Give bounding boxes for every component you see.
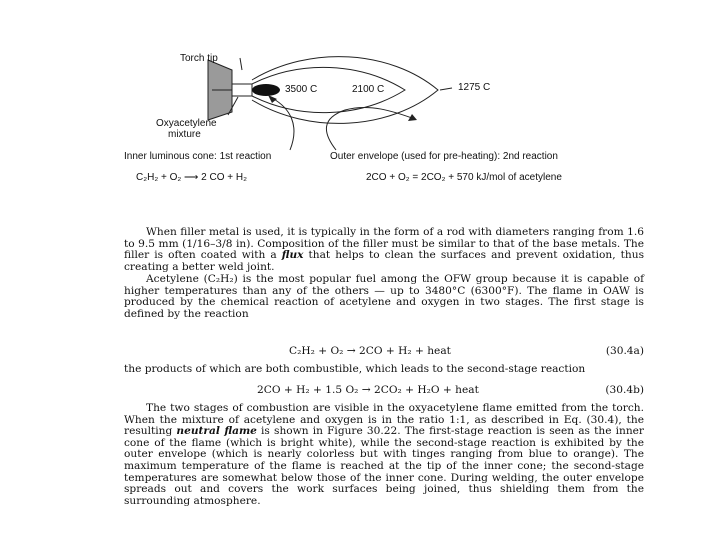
outer-envelope-arrow	[326, 107, 412, 150]
outer-envelope-label: Outer envelope (used for pre-heating): 2nd reaction	[330, 151, 558, 162]
p4-text-b: is shown in Figure 30.22. The first-stage reaction is seen as the inner cone of the flame (which is bright white), while the second-stage reaction is exhibited by the outer envelope (which is nearly colorless but with tinges ranging from blue to orange). The maximum temperature of the flame is reached at the tip of the inner cone; the second-stage temperatures are somewhat below those of the inner cone. During welding, the outer envelope spreads out and covers the work surfaces being joined, thus shielding them from the surrounding atmosphere.	[124, 425, 644, 507]
paragraph-filler	[124, 227, 644, 273]
flame-diagram	[0, 0, 720, 215]
paragraph-combustion	[124, 403, 644, 507]
mixture-label-line1: Oxyacetylene	[156, 118, 217, 129]
torch-nozzle	[232, 84, 252, 96]
p1-text-a: When filler metal is used, it is typically in the form of a rod with diameters ranging from 1.6 to 9.5 mm (1/16–3/8 in). Composition of the filler must be similar to that of the base metals. The filler is often coated with a	[124, 226, 644, 262]
equation-30-4b-expression: 2CO + H₂ + 1.5 O₂ → 2CO₂ + H₂O + heat	[257, 384, 479, 396]
temp-outer-label: 1275 C	[458, 82, 491, 93]
equation-30-4b	[124, 384, 644, 398]
flame-figure	[0, 0, 720, 215]
p1-text-b: that helps to clean the surfaces and prevent oxidation, thus creating a better weld joint.	[124, 249, 645, 273]
mixture-label-line2: mixture	[168, 129, 201, 140]
temp-inner-label: 3500 C	[285, 84, 318, 95]
inner-cone-arrowhead	[268, 95, 277, 103]
torch-tip-pointer	[240, 58, 242, 70]
temp-middle-label: 2100 C	[352, 84, 385, 95]
inner-cone	[252, 84, 280, 96]
paragraph-acetylene	[124, 274, 644, 320]
torch-tip-label: Torch tip	[180, 53, 218, 64]
paragraph-products	[124, 364, 644, 376]
first-reaction-equation: C₂H₂ + O₂ ⟶ 2 CO + H₂	[136, 172, 247, 183]
equation-30-4a-expression: C₂H₂ + O₂ → 2CO + H₂ + heat	[289, 345, 451, 357]
temp-outer-pointer	[440, 88, 452, 90]
inner-cone-label: Inner luminous cone: 1st reaction	[124, 151, 272, 162]
p2-text: Acetylene (C₂H₂) is the most popular fuel among the OFW group because it is capable of higher temperatures than any of the others — up to 3480°C (6300°F). The flame in OAW is produced by the chemical reaction of acetylene and oxygen in two stages. The first stage is defined by the reaction	[124, 273, 644, 320]
equation-30-4b-number: (30.4b)	[605, 384, 644, 396]
flux-term: flux	[281, 249, 304, 262]
neutral-flame-term: neutral flame	[176, 425, 257, 438]
equation-30-4a	[124, 345, 644, 359]
second-reaction-equation: 2CO + O₂ = 2CO₂ + 570 kJ/mol of acetylene	[366, 172, 562, 183]
equation-30-4a-number: (30.4a)	[605, 345, 644, 357]
p3-text: the products of which are both combustible, which leads to the second-stage reaction	[124, 363, 586, 375]
p4-text-a: The two stages of combustion are visible in the oxyacetylene flame emitted from the torch. When the mixture of acetylene and oxygen is in the ratio 1:1, as described in Eq. (30.4), the resulting	[124, 402, 644, 438]
